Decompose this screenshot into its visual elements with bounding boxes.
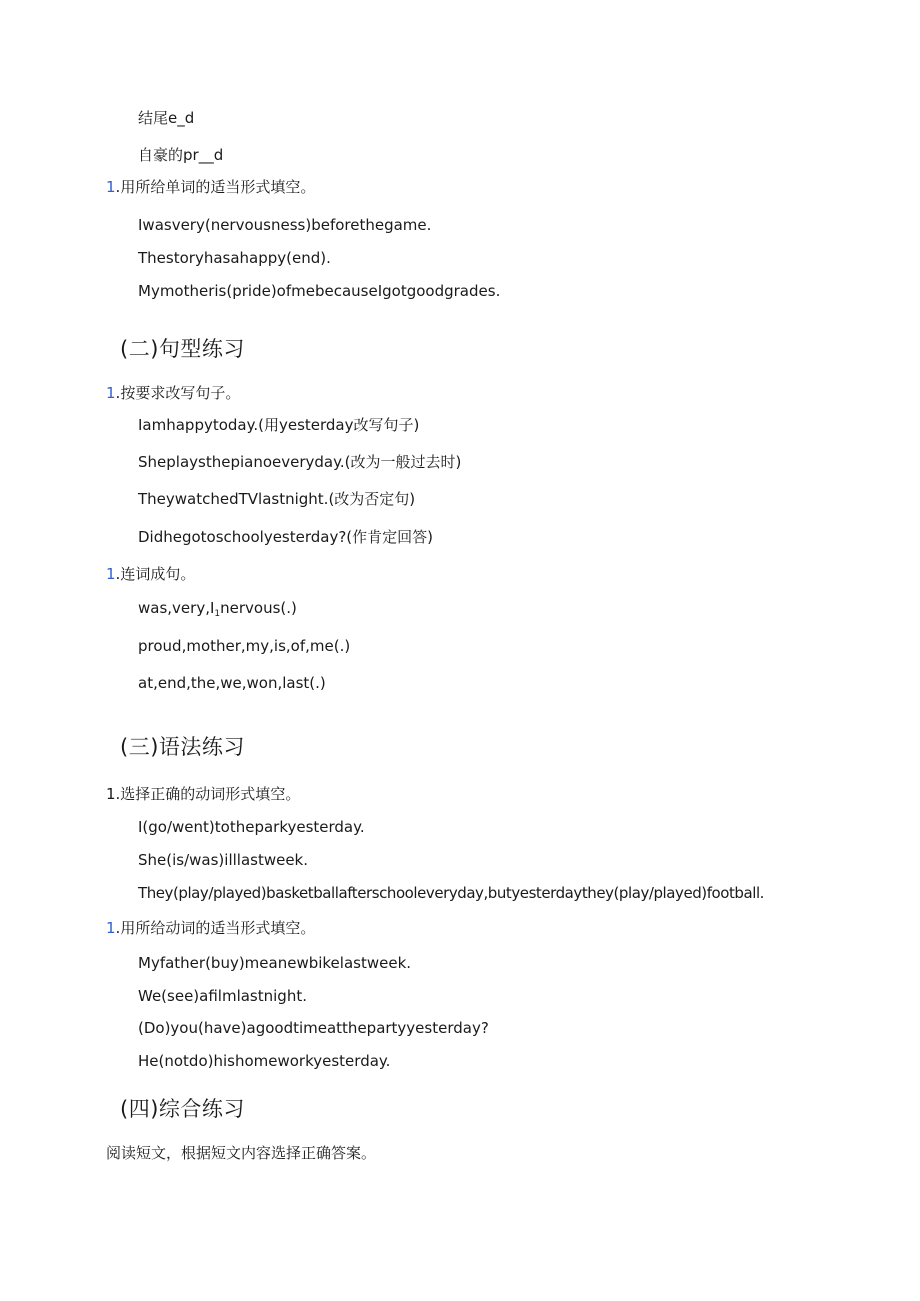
exercise-item: Thestoryhasahappy(end). [138, 249, 331, 267]
instruction-text: .用所给单词的适当形式填空。 [115, 178, 316, 196]
question-instruction: 阅读短文，根据短文内容选择正确答案。 [106, 1144, 377, 1162]
exercise-item: Iamhappytoday.(用yesterday改写句子) [138, 416, 420, 434]
exercise-item: at,end,the,we,won,last(.) [138, 674, 326, 692]
question-instruction [106, 564, 195, 584]
question-instruction: 1.选择正确的动词形式填空。 [106, 785, 301, 803]
exercise-item: TheywatchedTVlastnight.(改为否定句) [138, 490, 416, 508]
exercise-item: Mymotheris(pride)ofmebecauseIgotgoodgrades. [138, 282, 501, 300]
exercise-item: He(notdo)hishomeworkyesterday. [138, 1052, 391, 1070]
exercise-item: proud,mother,my,is,of,me(.) [138, 637, 351, 655]
question-number: 1 [106, 565, 116, 583]
exercise-item: Myfather(buy)meanewbikelastweek. [138, 954, 412, 972]
question-instruction [106, 383, 240, 403]
question-number: 1 [106, 178, 116, 196]
exercise-item: They(play/played)basketballafterschooleveryday,butyesterdaythey(play/played)football. [138, 884, 764, 902]
exercise-item: She(is/was)illlastweek. [138, 851, 309, 869]
section-heading: (四)综合练习 [120, 1097, 245, 1121]
question-number: 1 [106, 919, 116, 937]
question-number: 1 [106, 384, 116, 402]
exercise-item: Sheplaysthepianoeveryday.(改为一般过去时) [138, 453, 462, 471]
item-text: nervous(.) [220, 599, 297, 617]
question-instruction [106, 177, 315, 197]
exercise-item: Iwasvery(nervousness)beforethegame. [138, 216, 432, 234]
question-instruction [106, 918, 315, 938]
instruction-text: .连词成句。 [115, 565, 196, 583]
exercise-item: Didhegotoschoolyesterday?(作肯定回答) [138, 528, 434, 546]
item-text: was,very,I [138, 599, 215, 617]
subscript-mark: 1 [214, 609, 221, 619]
vocab-item: 自豪的pr__d [138, 146, 224, 164]
instruction-text: .用所给动词的适当形式填空。 [115, 919, 316, 937]
exercise-item: (Do)you(have)agoodtimeatthepartyyesterday? [138, 1019, 489, 1037]
section-heading: (三)语法练习 [120, 735, 245, 759]
exercise-item: We(see)afilmlastnight. [138, 987, 307, 1005]
section-heading: (二)句型练习 [120, 337, 245, 361]
exercise-item: I(go/went)totheparkyesterday. [138, 818, 365, 836]
instruction-text: .按要求改写句子。 [115, 384, 241, 402]
exercise-item [138, 598, 297, 618]
vocab-item: 结尾e_d [138, 109, 195, 127]
